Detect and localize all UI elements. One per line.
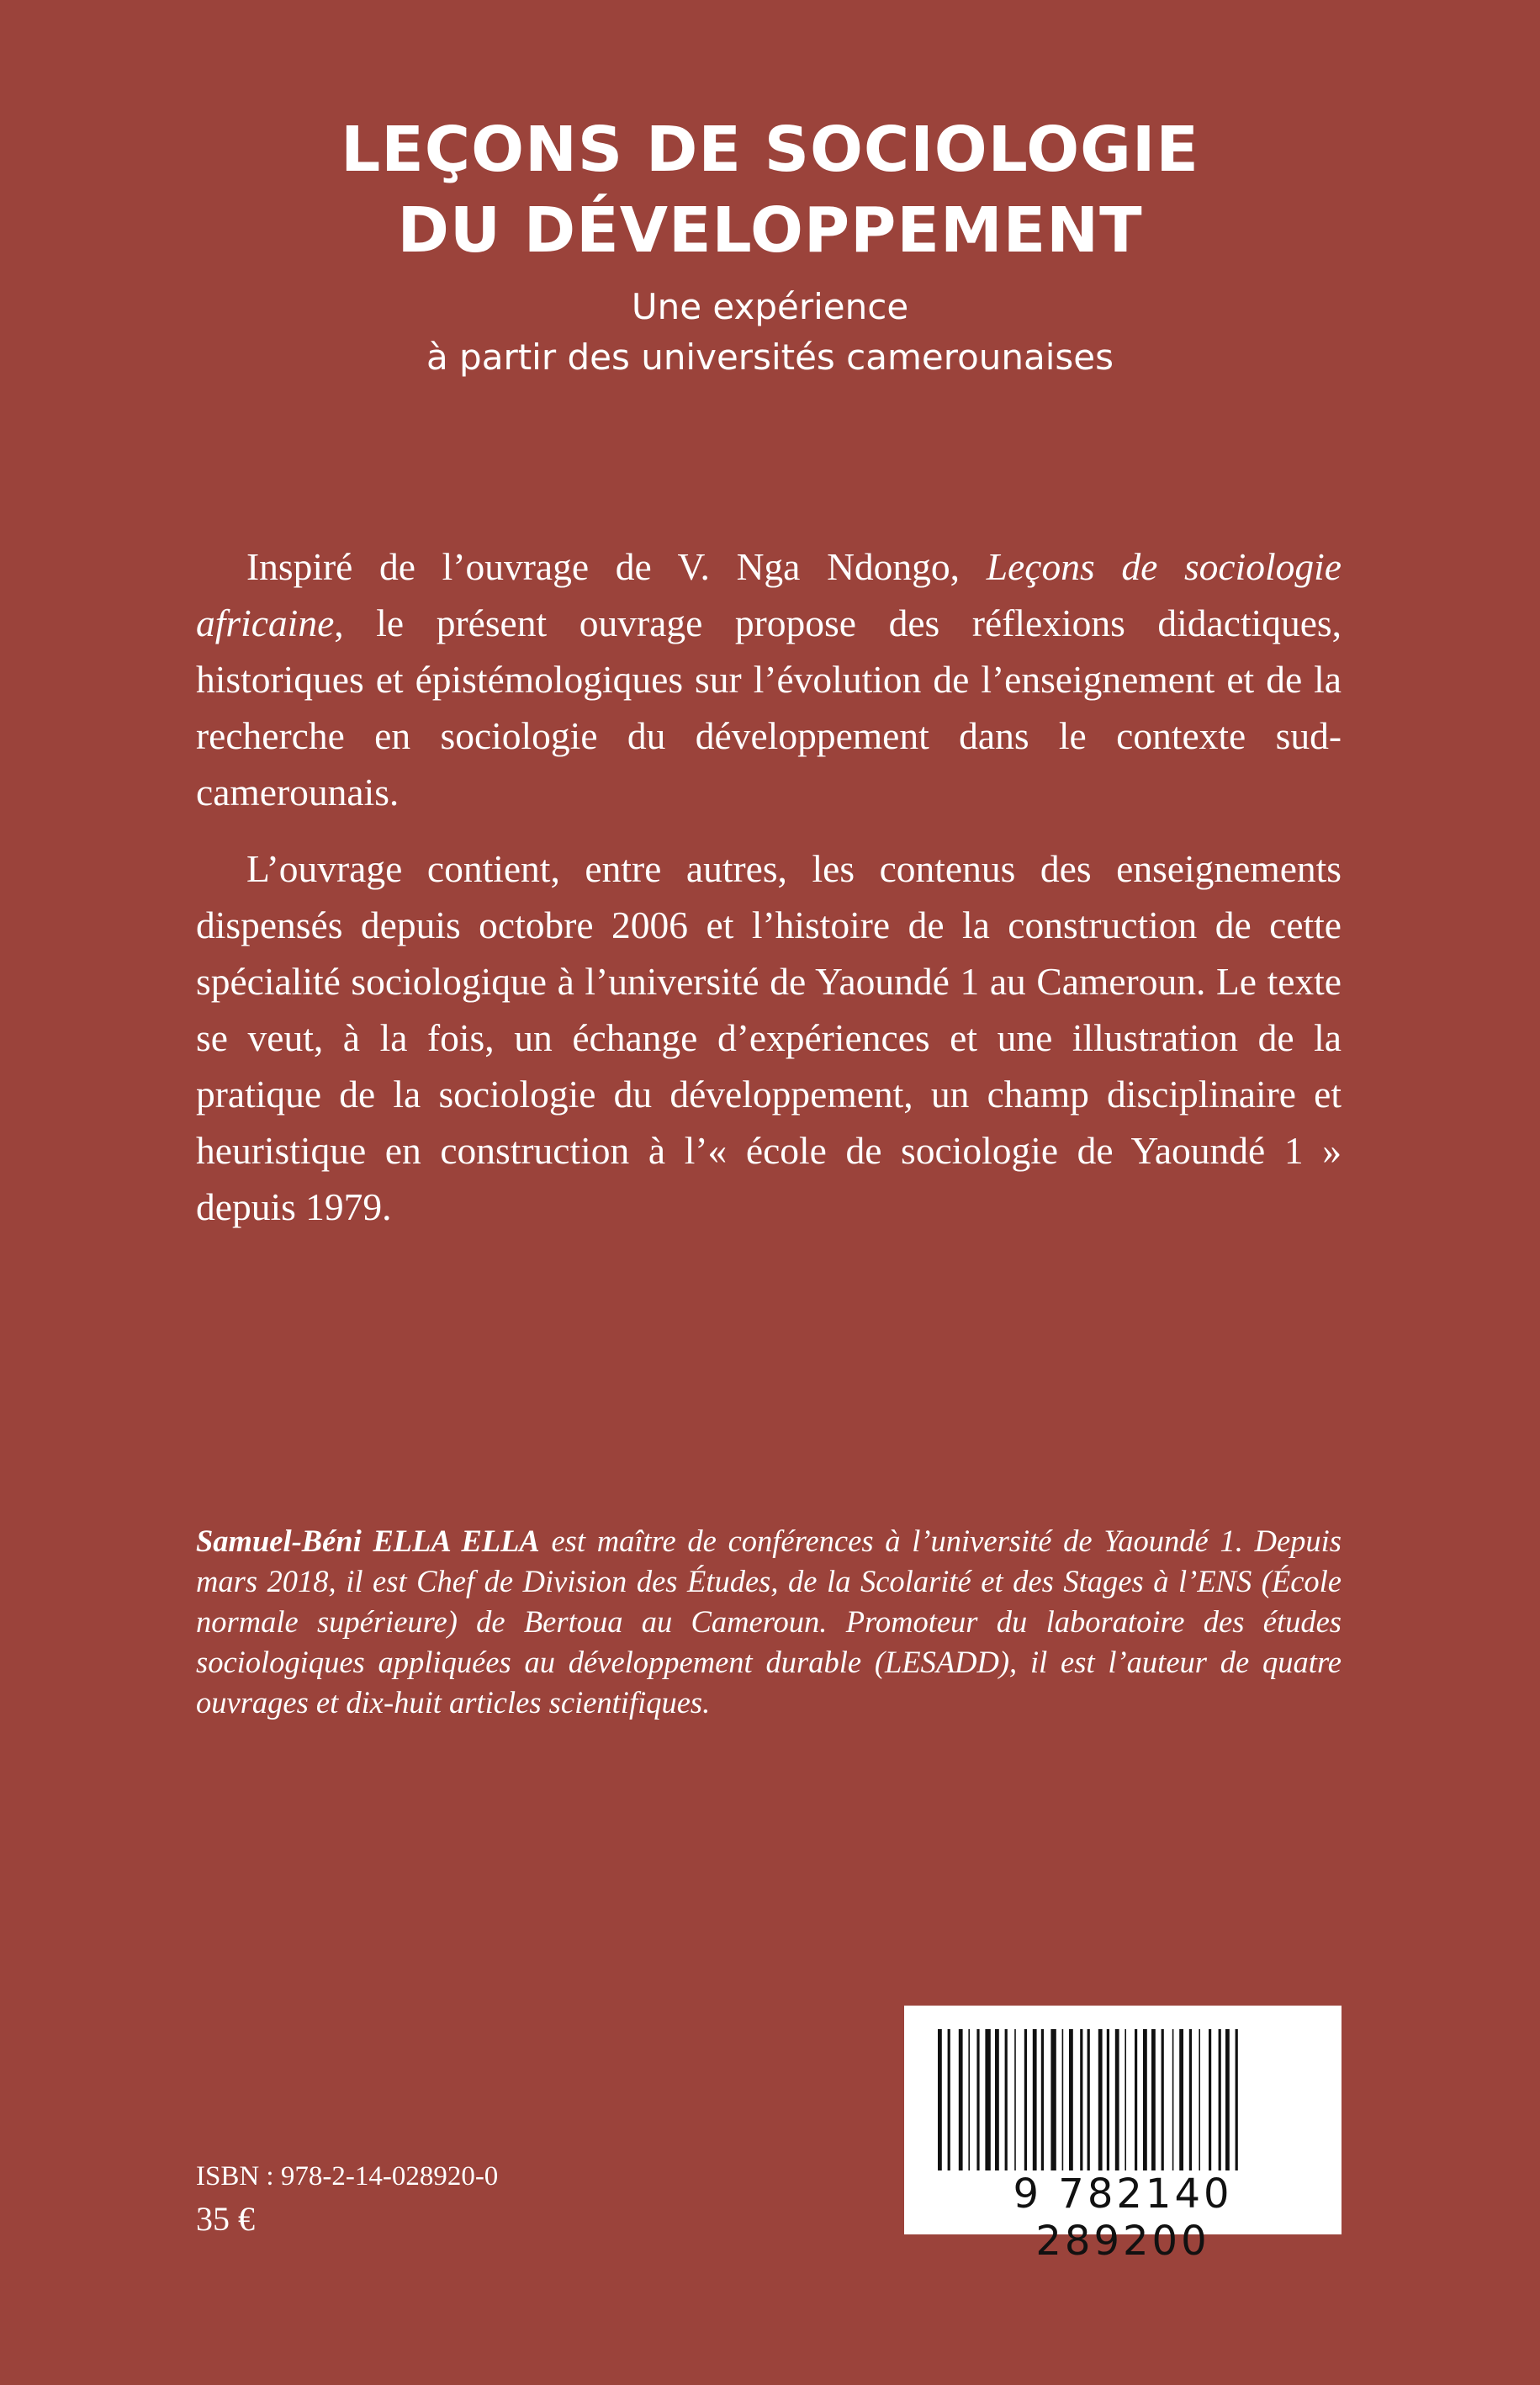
barcode-bar <box>1115 2029 1119 2170</box>
book-subtitle-line-1: Une expérience <box>631 286 909 327</box>
book-title-line-2: DU DÉVELOPPEMENT <box>397 194 1143 267</box>
barcode-digits: 9 782140 289200 <box>1013 2170 1233 2265</box>
author-bio-text: est maître de conférences à l’université de Yaoundé 1. Depuis mars 2018, il est Chef de Division des Études, de la Scolarité et des Stages à l’ENS (École normale supérieure) de Bertoua au Cameroun. Promoteur du laboratoire des études sociologiques appliquées au développement durable (LESADD), il est l’auteur de quatre ouvrages et dix-huit articles scientifiques. <box>196 1524 1342 1720</box>
barcode-bar <box>1225 2029 1230 2170</box>
book-subtitle <box>0 282 1540 383</box>
barcode-bar <box>1050 2029 1056 2170</box>
blurb-paragraph-2: L’ouvrage contient, entre autres, les contenus des enseignements dispensés depuis octobre 2006 et l’histoire de la construction de cette spécialité sociologique à l’université de Yaoundé 1 au Cameroun. Le texte se veut, à la fois, un échange d’expériences et une illustration de la pratique de la sociologie du développement, un champ disciplinaire et heuristique en construction à l’« école de sociologie de Yaoundé 1 » depuis 1979. <box>196 847 1342 1228</box>
isbn: ISBN : 978-2-14-028920-0 <box>196 2161 499 2192</box>
book-title-line-1: LEÇONS DE SOCIOLOGIE <box>341 114 1199 186</box>
barcode-bar <box>1088 2029 1090 2170</box>
barcode-bar <box>1172 2029 1174 2170</box>
barcode-bar <box>1107 2029 1109 2170</box>
blurb-p1-end: , le présent ouvrage propose des réflexions didactiques, historiques et épistémologiques sur l’évolution de l’enseignement et de la recherche en sociologie du développement dans le contexte sud-camerounais. <box>196 602 1342 814</box>
barcode-bar <box>1080 2029 1082 2170</box>
barcode-bar <box>1069 2029 1073 2170</box>
blurb-p1-start: Inspiré de l’ouvrage de V. Nga Ndongo, <box>246 545 987 588</box>
barcode-bar <box>1062 2029 1064 2170</box>
barcode-bar <box>1135 2029 1137 2170</box>
barcode-bar <box>1024 2029 1027 2170</box>
barcode-bar <box>938 2029 942 2170</box>
blurb-paragraph-1 <box>196 538 1342 820</box>
barcode-bar <box>976 2029 979 2170</box>
barcode-bar <box>1199 2029 1200 2170</box>
barcode-bar <box>1125 2029 1126 2170</box>
book-title <box>0 109 1540 271</box>
barcode-bar <box>1033 2029 1037 2170</box>
barcode-bar <box>1151 2029 1156 2170</box>
barcode-bar <box>959 2029 963 2170</box>
barcode-bar <box>1041 2029 1044 2170</box>
author-bio <box>196 1521 1342 1723</box>
barcode-bar <box>1236 2029 1238 2170</box>
barcode-bars <box>934 2029 1311 2170</box>
barcode-bar <box>1179 2029 1183 2170</box>
author-name: Samuel-Béni ELLA ELLA <box>196 1524 540 1558</box>
book-subtitle-line-2: à partir des universités camerounaises <box>426 337 1114 378</box>
barcode-bar <box>1162 2029 1164 2170</box>
barcode <box>904 2006 1342 2265</box>
price: 35 € <box>196 2200 255 2238</box>
barcode-bar <box>968 2029 970 2170</box>
barcode-bar <box>1005 2029 1008 2170</box>
barcode-bar <box>1209 2029 1211 2170</box>
book-blurb <box>196 538 1342 1255</box>
barcode-bar <box>1219 2029 1221 2170</box>
barcode-bar <box>948 2029 950 2170</box>
barcode-bar <box>1098 2029 1103 2170</box>
barcode-bar <box>1189 2029 1192 2170</box>
barcode-bar <box>995 2029 999 2170</box>
barcode-bar <box>1014 2029 1016 2170</box>
barcode-bar <box>985 2029 990 2170</box>
referenced-book-title: Leçons de sociologie africaine <box>196 545 1342 644</box>
barcode-bar <box>1143 2029 1147 2170</box>
